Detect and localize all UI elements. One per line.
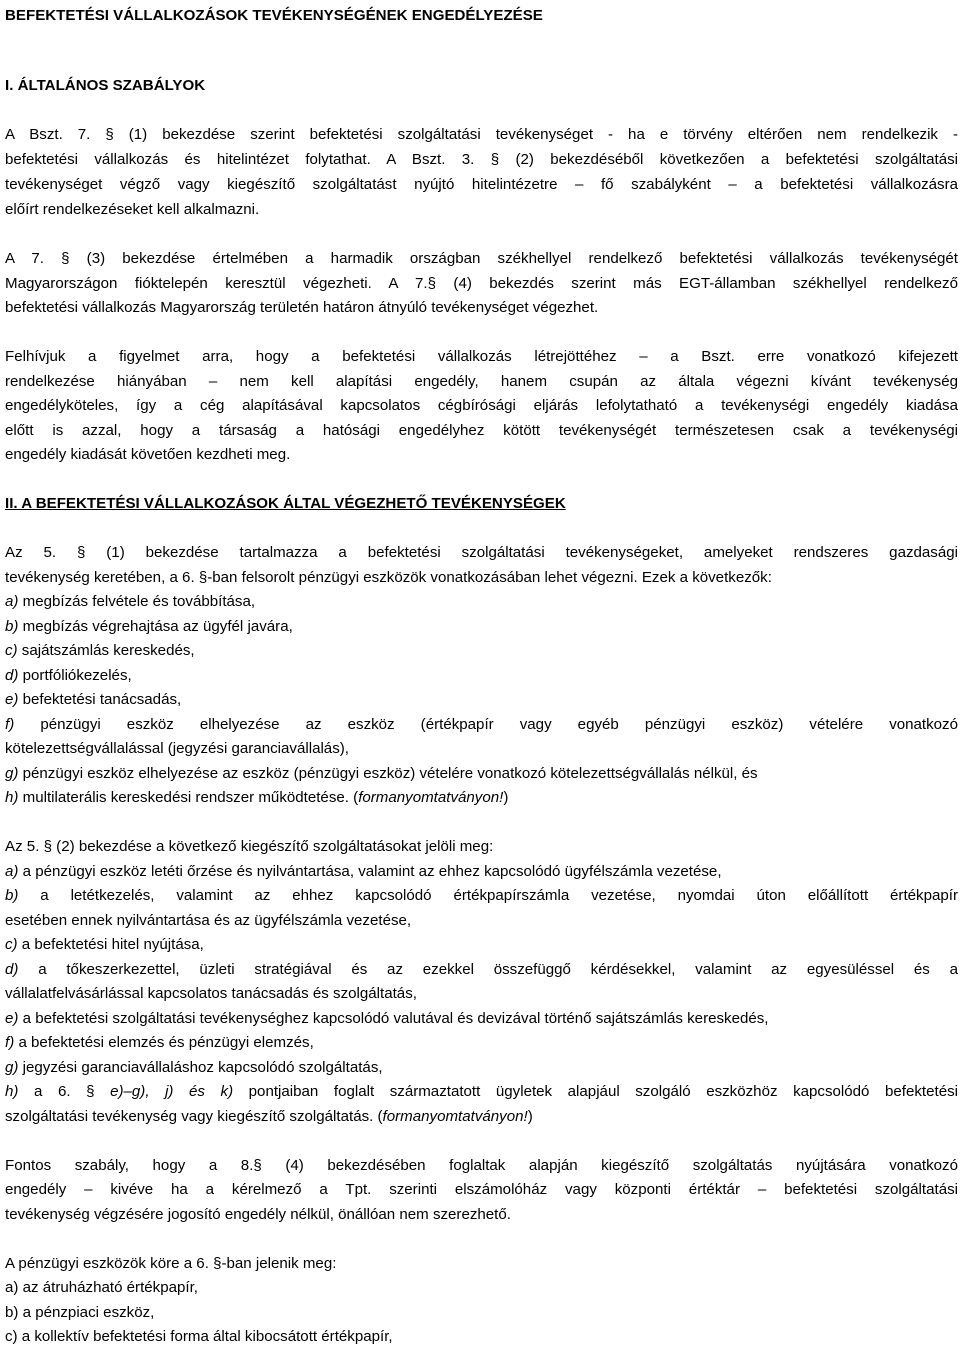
list-item xyxy=(5,884,958,908)
paragraph-line: tevékenység keretében, a 6. §-ban felsorolt pénzügyi eszközök vonatkozásában lehet végezni. Ezek a következők: xyxy=(5,569,772,586)
list-letter: c) xyxy=(5,936,18,953)
list-item-text: portfóliókezelés, xyxy=(22,667,132,684)
paragraph-line: Az 5. § (1) bekezdése tartalmazza a befektetési szolgáltatási tevékenységeket, amelyeket rendszeres gazdasági xyxy=(5,544,958,561)
list-item-text-end: ) xyxy=(503,789,509,806)
list-letter: h) xyxy=(5,789,19,806)
list-item-text: megbízás végrehajtása az ügyfél javára, xyxy=(22,618,293,635)
list-letter: g) xyxy=(5,765,19,782)
paragraph-line: engedély kiadását követően kezdheti meg. xyxy=(5,446,291,463)
form-note: formanyomtatványon! xyxy=(358,789,504,806)
list-item xyxy=(5,664,132,688)
list-item-continuation: vállalatfelvásárlással kapcsolatos tanácsadás és szolgáltatás, xyxy=(5,985,417,1002)
list-item-text-end: ) xyxy=(527,1108,533,1125)
list-item: c) a kollektív befektetési forma által kibocsátott értékpapír, xyxy=(5,1328,393,1345)
list-letter: c) xyxy=(5,642,18,659)
list-item xyxy=(5,933,204,957)
list-item-text: befektetési tanácsadás, xyxy=(22,691,182,708)
paragraph-line: A Bszt. 7. § (1) bekezdése szerint befektetési szolgáltatási tevékenységet - ha e törvény eltérően nem rendelkezik - xyxy=(5,126,958,143)
list-item-text: multilaterális kereskedési rendszer működtetése. ( xyxy=(22,789,359,806)
list-item xyxy=(5,1031,314,1055)
list-item xyxy=(5,615,293,639)
section-2-heading: II. A BEFEKTETÉSI VÁLLALKOZÁSOK ÁLTAL VÉGEZHETŐ TEVÉKENYSÉGEK xyxy=(5,495,566,512)
list-letter: g) xyxy=(5,1059,19,1076)
list-item-text: megbízás felvétele és továbbítása, xyxy=(22,593,256,610)
list-item xyxy=(5,786,508,810)
list-letter: e) xyxy=(5,1010,19,1027)
paragraph-line: befektetési vállalkozás Magyarország területén határon átnyúló tevékenységet végezhet. xyxy=(5,299,599,316)
list-item: a) az átruházható értékpapír, xyxy=(5,1279,198,1296)
paragraph-line: előtt is azzal, hogy a társaság a hatósági engedélyhez kötött tevékenységét természetesen csak a tevékenységi xyxy=(5,422,958,439)
form-note: formanyomtatványon! xyxy=(382,1108,528,1125)
list-item xyxy=(5,958,958,982)
list-item-continuation: kötelezettségvállalással (jegyzési garanciavállalás), xyxy=(5,740,349,757)
list-item-text: pontjaiban foglalt származtatott ügyletek alapjául szolgáló eszközhöz kapcsolódó befektetési xyxy=(233,1083,958,1100)
list-item-text: a letétkezelés, valamint az ehhez kapcsolódó értékpapírszámla vezetése, nyomdai úton előállított értékpapír xyxy=(40,887,958,904)
list-item xyxy=(5,639,195,663)
list-letter: f) xyxy=(5,716,15,733)
paragraph-line: tevékenység végzésére jogosító engedély nélkül, önállóan nem szerezhető. xyxy=(5,1206,511,1223)
list-item xyxy=(5,688,181,712)
list-item-refs: e)–g), j) és k) xyxy=(110,1083,234,1100)
list-letter: b) xyxy=(5,618,19,635)
list-item-text: pénzügyi eszköz elhelyezése az eszköz (pénzügyi eszköz) vételére vonatkozó kötelezettségvállalás nélkül, és xyxy=(22,765,758,782)
list-item xyxy=(5,590,255,614)
list-item-text: a pénzügyi eszköz letéti őrzése és nyilvántartása, valamint az ehhez kapcsolódó ügyfélszámla vezetése, xyxy=(22,863,722,880)
paragraph-line: Felhívjuk a figyelmet arra, hogy a befektetési vállalkozás létrejöttéhez – a Bszt. erre vonatkozó kifejezett xyxy=(5,348,958,365)
paragraph-line: Fontos szabály, hogy a 8.§ (4) bekezdésében foglaltak alapján kiegészítő szolgáltatás nyújtására vonatkozó xyxy=(5,1157,958,1174)
list-item xyxy=(5,713,958,737)
section-1-heading: I. ÁLTALÁNOS SZABÁLYOK xyxy=(5,77,206,94)
list-item-text: a befektetési szolgáltatási tevékenységhez kapcsolódó valutával és devizával történő sajátszámlás kereskedés, xyxy=(22,1010,769,1027)
list-letter: h) xyxy=(5,1083,19,1100)
paragraph-line: engedély – kivéve ha a kérelmező a Tpt. szerinti elszámolóház vagy központi értéktár – befektetési szolgáltatási xyxy=(5,1181,958,1198)
paragraph-line: Az 5. § (2) bekezdése a következő kiegészítő szolgáltatásokat jelöli meg: xyxy=(5,838,494,855)
list-letter: b) xyxy=(5,887,19,904)
list-item-text: szolgáltatási tevékenység vagy kiegészítő szolgáltatás. ( xyxy=(5,1108,383,1125)
list-item xyxy=(5,1007,769,1031)
paragraph-line: A pénzügyi eszközök köre a 6. §-ban jelenik meg: xyxy=(5,1255,337,1272)
list-item-text: a 6. § xyxy=(34,1083,111,1100)
list-item-text: a befektetési hitel nyújtása, xyxy=(21,936,204,953)
paragraph-line: tevékenységet végző vagy kiegészítő szolgáltatást nyújtó hitelintézetre – fő szabályként – a befektetési vállalkozásra xyxy=(5,176,958,193)
list-item-continuation xyxy=(5,1105,533,1129)
paragraph-line: A 7. § (3) bekezdése értelmében a harmadik országban székhellyel rendelkező befektetési vállalkozás tevékenységét xyxy=(5,250,958,267)
list-item-text: a befektetési elemzés és pénzügyi elemzés, xyxy=(18,1034,314,1051)
list-letter: f) xyxy=(5,1034,15,1051)
paragraph-line: rendelkezése hiányában – nem kell alapítási engedély, hanem csupán az általa végezni kívánt tevékenység xyxy=(5,373,958,390)
list-item: b) a pénzpiaci eszköz, xyxy=(5,1304,155,1321)
list-letter: d) xyxy=(5,961,19,978)
paragraph-line: befektetési vállalkozás és hitelintézet folytathat. A Bszt. 3. § (2) bekezdéséből következően a befektetési szolgáltatási xyxy=(5,151,958,168)
list-letter: e) xyxy=(5,691,19,708)
list-item-text: sajátszámlás kereskedés, xyxy=(21,642,195,659)
list-item-continuation: esetében ennek nyilvántartása és az ügyfélszámla vezetése, xyxy=(5,912,412,929)
list-item-text: pénzügyi eszköz elhelyezése az eszköz (értékpapír vagy egyéb pénzügyi eszköz) vételére vonatkozó xyxy=(40,716,958,733)
list-item-text: a tőkeszerkezettel, üzleti stratégiával és az ezekkel összefüggő kérdésekkel, valamint az egyesüléssel és a xyxy=(38,961,958,978)
paragraph-line: Magyarországon fióktelepén keresztül végezheti. A 7.§ (4) bekezdés szerint más EGT-államban székhellyel rendelkező xyxy=(5,275,958,292)
list-letter: a) xyxy=(5,593,19,610)
list-letter: d) xyxy=(5,667,19,684)
list-letter: a) xyxy=(5,863,19,880)
list-item xyxy=(5,1056,383,1080)
document-title: BEFEKTETÉSI VÁLLALKOZÁSOK TEVÉKENYSÉGÉNEK ENGEDÉLYEZÉSE xyxy=(5,7,543,24)
list-item xyxy=(5,762,758,786)
list-item xyxy=(5,860,722,884)
list-item-text: jegyzési garanciavállaláshoz kapcsolódó szolgáltatás, xyxy=(22,1059,383,1076)
list-item xyxy=(5,1080,958,1104)
paragraph-line: engedélyköteles, így a cég alapításával kapcsolatos cégbírósági eljárás lefolytatható a tevékenységi engedély kiadása xyxy=(5,397,958,414)
paragraph-line: előírt rendelkezéseket kell alkalmazni. xyxy=(5,201,260,218)
